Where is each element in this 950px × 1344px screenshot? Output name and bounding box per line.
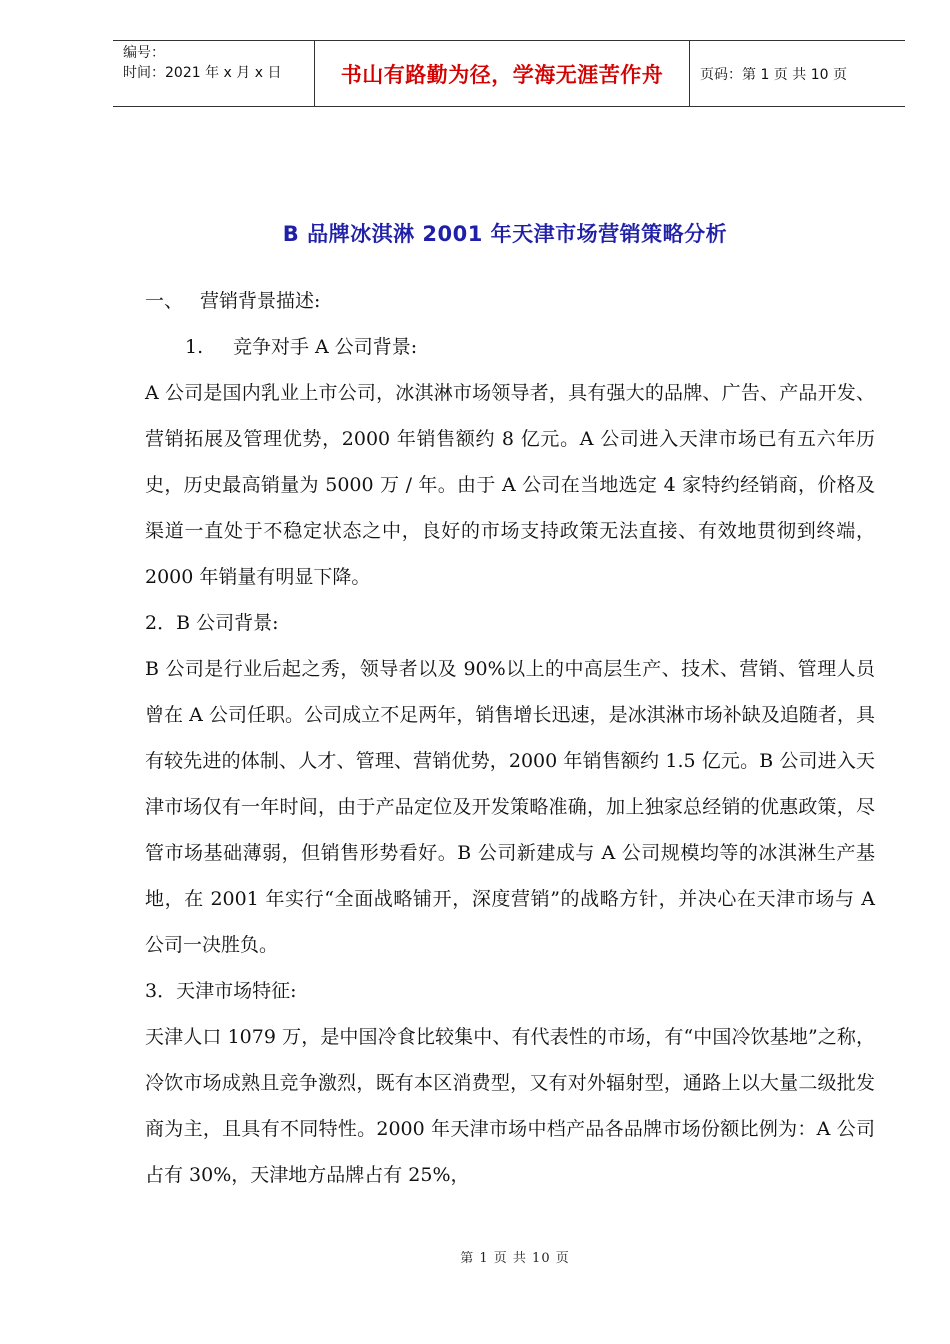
subsection-heading-3: 3．天津市场特征: — [145, 980, 297, 1002]
section-heading-1 — [145, 278, 875, 324]
document-body — [145, 278, 875, 1198]
paragraph-tianjin-market: 天津人口 1079 万，是中国冷食比较集中、有代表性的市场，有“中国冷饮基地”之称，冷饮市场成熟且竞争激烈，既有本区消费型，又有对外辐射型，通路上以大量二级批发商为主，且具有不同特性。2000 年天津市场中档产品各品牌市场份额比例为：A 公司占有 30%，天津地方品牌占有 25%， — [145, 1026, 875, 1186]
subsection-number: 1. — [185, 336, 204, 358]
page-header — [113, 40, 905, 107]
subsection-heading-1 — [145, 324, 875, 370]
page-footer: 第 1 页 共 10 页 — [460, 1251, 570, 1266]
header-motto: 书山有路勤为径，学海无涯苦作舟 — [315, 41, 690, 106]
subsection-heading-2: 2．B 公司背景: — [145, 612, 279, 634]
header-number-label: 编号： — [123, 45, 165, 61]
section-number: 一、 — [145, 290, 184, 312]
header-page-info: 页码：第 1 页 共 10 页 — [700, 66, 847, 83]
paragraph-company-b: B 公司是行业后起之秀，领导者以及 90%以上的中高层生产、技术、营销、管理人员曾在 A 公司任职。公司成立不足两年，销售增长迅速，是冰淇淋市场补缺及追随者，具有较先进的体制、人才、管理、营销优势，2000 年销售额约 1.5 亿元。B 公司进入天津市场仅有一年时间，由于产品定位及开发策略准确，加上独家总经销的优惠政策，尽管市场基础薄弱，但销售形势看好。B 公司新建成与 A 公司规模均等的冰淇淋生产基地，在 2001 年实行“全面战略铺开，深度营销”的战略方针，并决心在天津市场与 A 公司一决胜负。 — [145, 658, 875, 956]
header-meta-cell — [113, 41, 315, 106]
header-time-label: 时间：2021 年 x 月 x 日 — [123, 65, 282, 81]
paragraph-company-a: A 公司是国内乳业上市公司，冰淇淋市场领导者，具有强大的品牌、广告、产品开发、营销拓展及管理优势，2000 年销售额约 8 亿元。A 公司进入天津市场已有五六年历史，历史最高销量为 5000 万 / 年。由于 A 公司在当地选定 4 家特约经销商，价格及渠道一直处于不稳定状态之中，良好的市场支持政策无法直接、有效地贯彻到终端，2000 年销量有明显下降。 — [145, 382, 875, 588]
subsection-heading-text: 竞争对手 A 公司背景: — [233, 336, 418, 358]
section-heading-text: 营销背景描述: — [200, 290, 321, 312]
document-title: B 品牌冰淇淋 2001 年天津市场营销策略分析 — [282, 222, 728, 246]
